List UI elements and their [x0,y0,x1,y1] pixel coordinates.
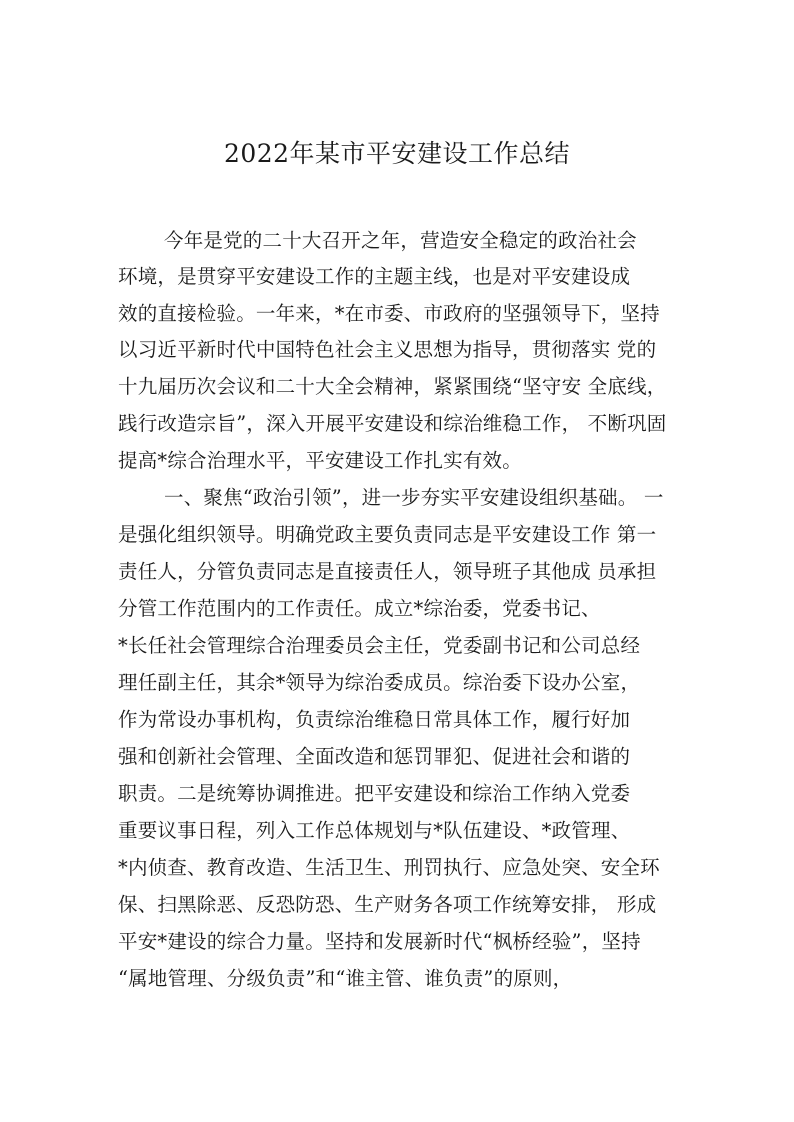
body-line: 环境，是贯穿平安建设工作的主题主线，也是对平安建设成 [118,265,631,288]
body-line: 十九届历次会议和二十大全会精神，紧紧围绕“坚守安 全底线， [118,375,667,398]
document-title: 2022年某市平安建设工作总结 [223,139,571,168]
body-line: “属地管理、分级负责”和“谁主管、谁负责”的原则， [118,967,573,990]
body-line: 强和创新社会管理、全面改造和惩罚罪犯、促进社会和谐的 [118,745,631,768]
body-line: 以习近平新时代中国特色社会主义思想为指导，贯彻落实 党的 [118,338,657,361]
body-line: 平安*建设的综合力量。坚持和发展新时代“枫桥经验”，坚持 [118,930,641,953]
body-line: 是强化组织领导。明确党政主要负责同志是平安建设工作 第一 [118,523,657,546]
body-line: 分管工作范围内的工作责任。成立*综治委，党委书记、 [118,597,601,620]
body-line: *内侦查、教育改造、生活卫生、刑罚执行、应急处突、安全环 [118,856,660,879]
body-line: 提高*综合治理水平，平安建设工作扎实有效。 [118,449,522,472]
body-line: 责任人，分管负责同志是直接责任人，领导班子其他成 员承担 [118,560,657,583]
section-heading-line: 一、聚焦“政治引领”，进一步夯实平安建设组织基础。 一 [164,486,664,509]
body-line: 理任副主任，其余*领导为综治委成员。综治委下设办公室， [118,671,641,694]
body-line: 保、扫黑除恶、反恐防恐、生产财务各项工作统筹安排， 形成 [118,893,657,916]
body-line: 践行改造宗旨”，深入开展平安建设和综治维稳工作， 不断巩固 [118,412,667,435]
body-line: 重要议事日程，列入工作总体规划与*队伍建设、*政管理、 [118,819,631,842]
body-line: 职责。二是统筹协调推进。把平安建设和综治工作纳入党委 [118,782,631,805]
body-line: 今年是党的二十大召开之年，营造安全稳定的政治社会 [164,229,637,252]
body-line: 作为常设办事机构，负责综治维稳日常具体工作，履行好加 [118,708,631,731]
body-line: 效的直接检验。一年来，*在市委、市政府的坚强领导下，坚持 [118,302,660,325]
body-line: *长任社会管理综合治理委员会主任，党委副书记和公司总经 [118,634,641,657]
